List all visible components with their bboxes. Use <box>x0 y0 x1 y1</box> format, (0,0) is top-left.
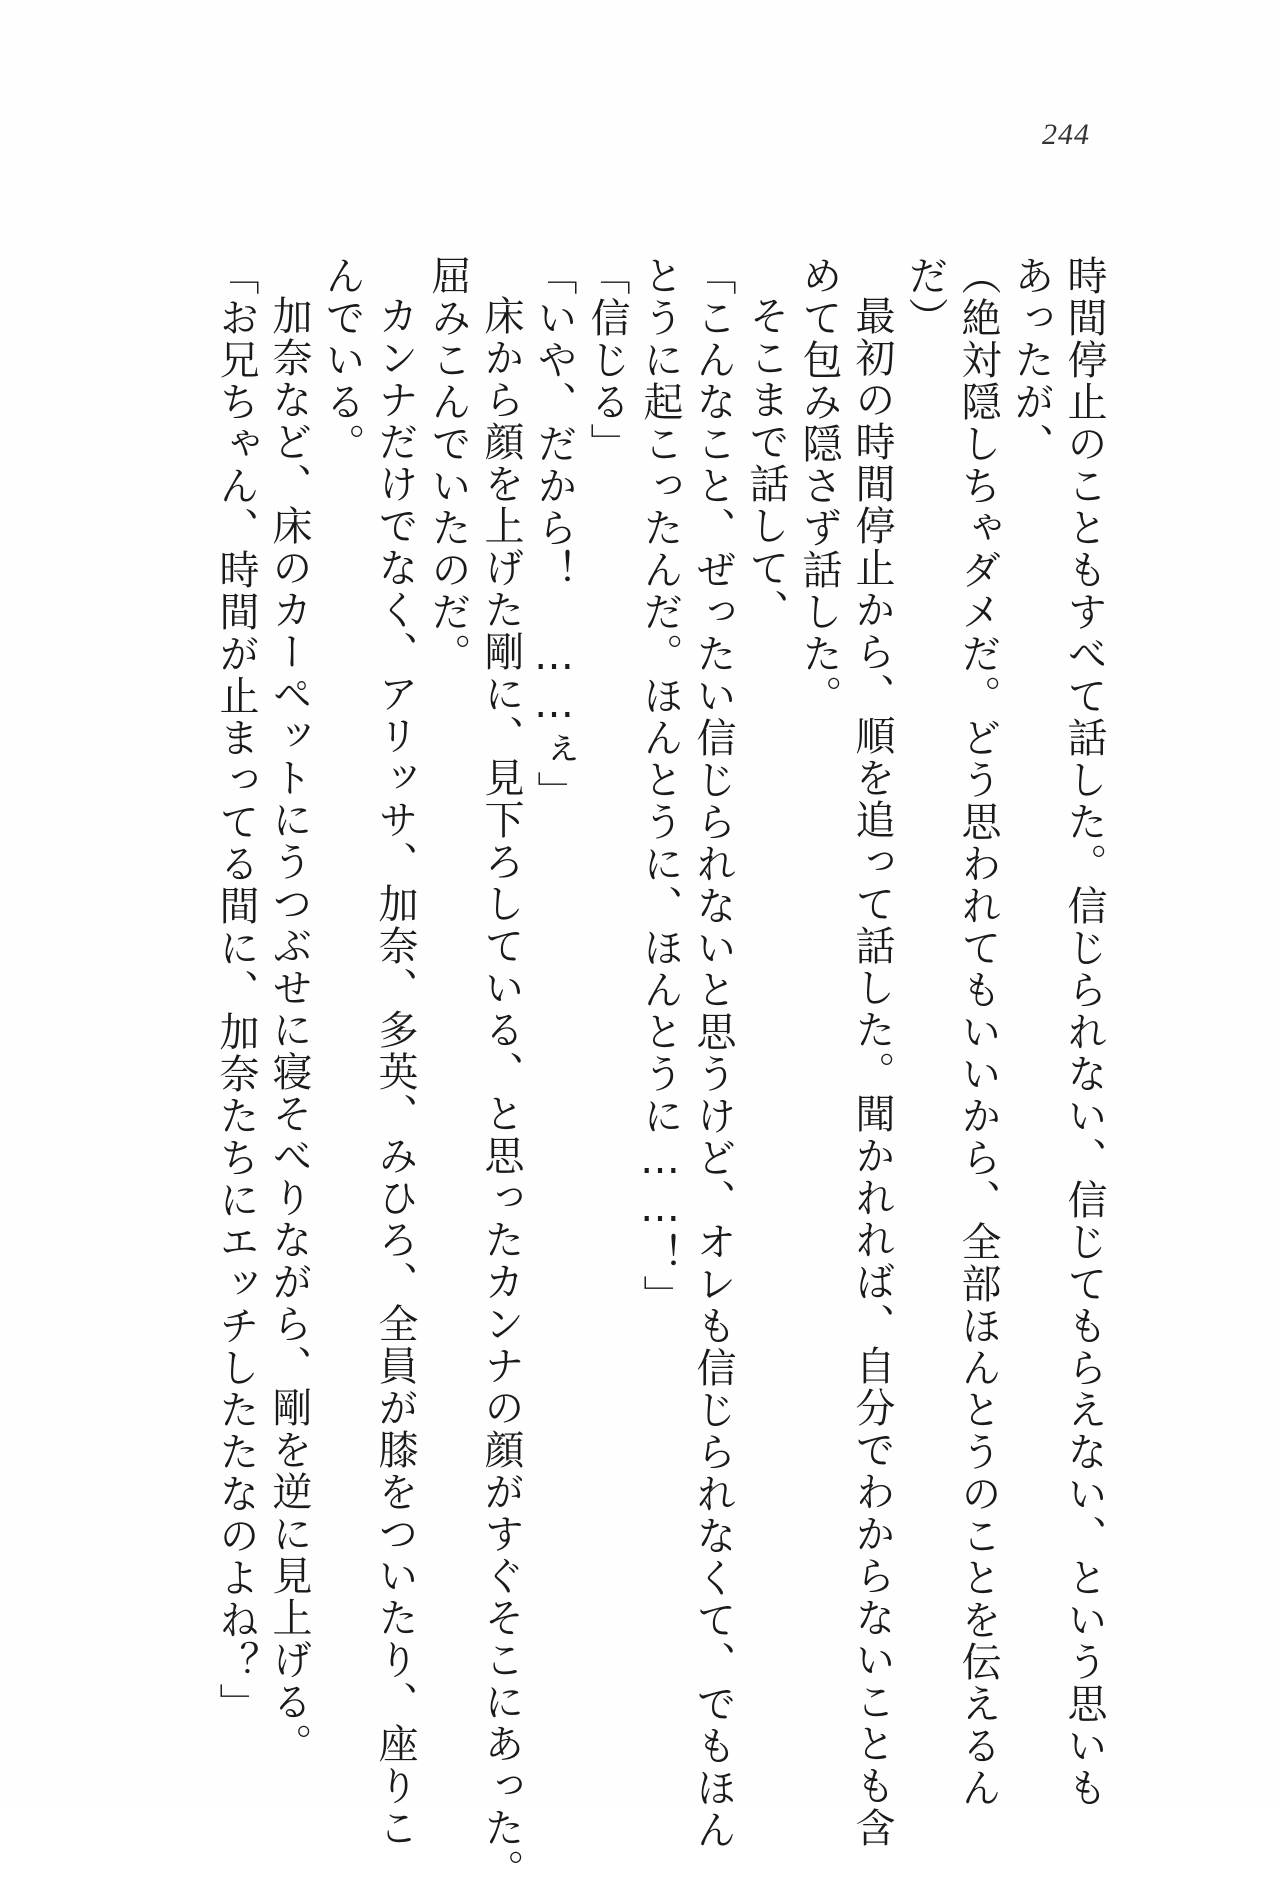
text-line: 「こんなこと、ぜったい信じられないと思うけど、オレも信じられなくて、でもほん <box>690 255 736 1851</box>
page-number: 244 <box>1042 118 1090 151</box>
text-line: 時間停止のこともすべて話した。信じられない、信じてもらえない、という思いも <box>1061 255 1107 1809</box>
text-line: カンナだけでなく、アリッサ、加奈、多英、みひろ、全員が膝をついたり、座りこ <box>372 295 418 1849</box>
text-line: （絶対隠しちゃダメだ。どう思われてもいいから、全部ほんとうのことを伝えるん <box>955 255 1001 1809</box>
text-line: 「信じる」 <box>584 255 630 465</box>
text-line: だ） <box>902 255 948 339</box>
text-line: 最初の時間停止から、順を追って話した。聞かれれば、自分でわからないことも含 <box>849 295 895 1849</box>
text-line: 「お兄ちゃん、時間が止まってる間に、加奈たちにエッチしたたなのよね？」 <box>213 255 259 1725</box>
body-text <box>209 255 1110 1891</box>
text-line: 加奈など、床のカーペットにうつぶせに寝そべりながら、剛を逆に見上げる。 <box>266 295 312 1765</box>
text-line: そこまで話して、 <box>743 295 789 631</box>
text-line: あったが、 <box>1008 255 1054 465</box>
text-line: とうに起こったんだ。ほんとうに、ほんとうに……！」 <box>637 255 683 1317</box>
text-line: 床から顔を上げた剛に、見下ろしている、と思ったカンナの顔がすぐそこにあった。 <box>478 295 524 1891</box>
text-line: めて包み隠さず話した。 <box>796 255 842 717</box>
text-line: んでいる。 <box>319 255 365 465</box>
text-line: 「いや、だから！ ……ぇ」 <box>531 255 577 813</box>
text-line: 屈みこんでいたのだ。 <box>425 255 471 675</box>
